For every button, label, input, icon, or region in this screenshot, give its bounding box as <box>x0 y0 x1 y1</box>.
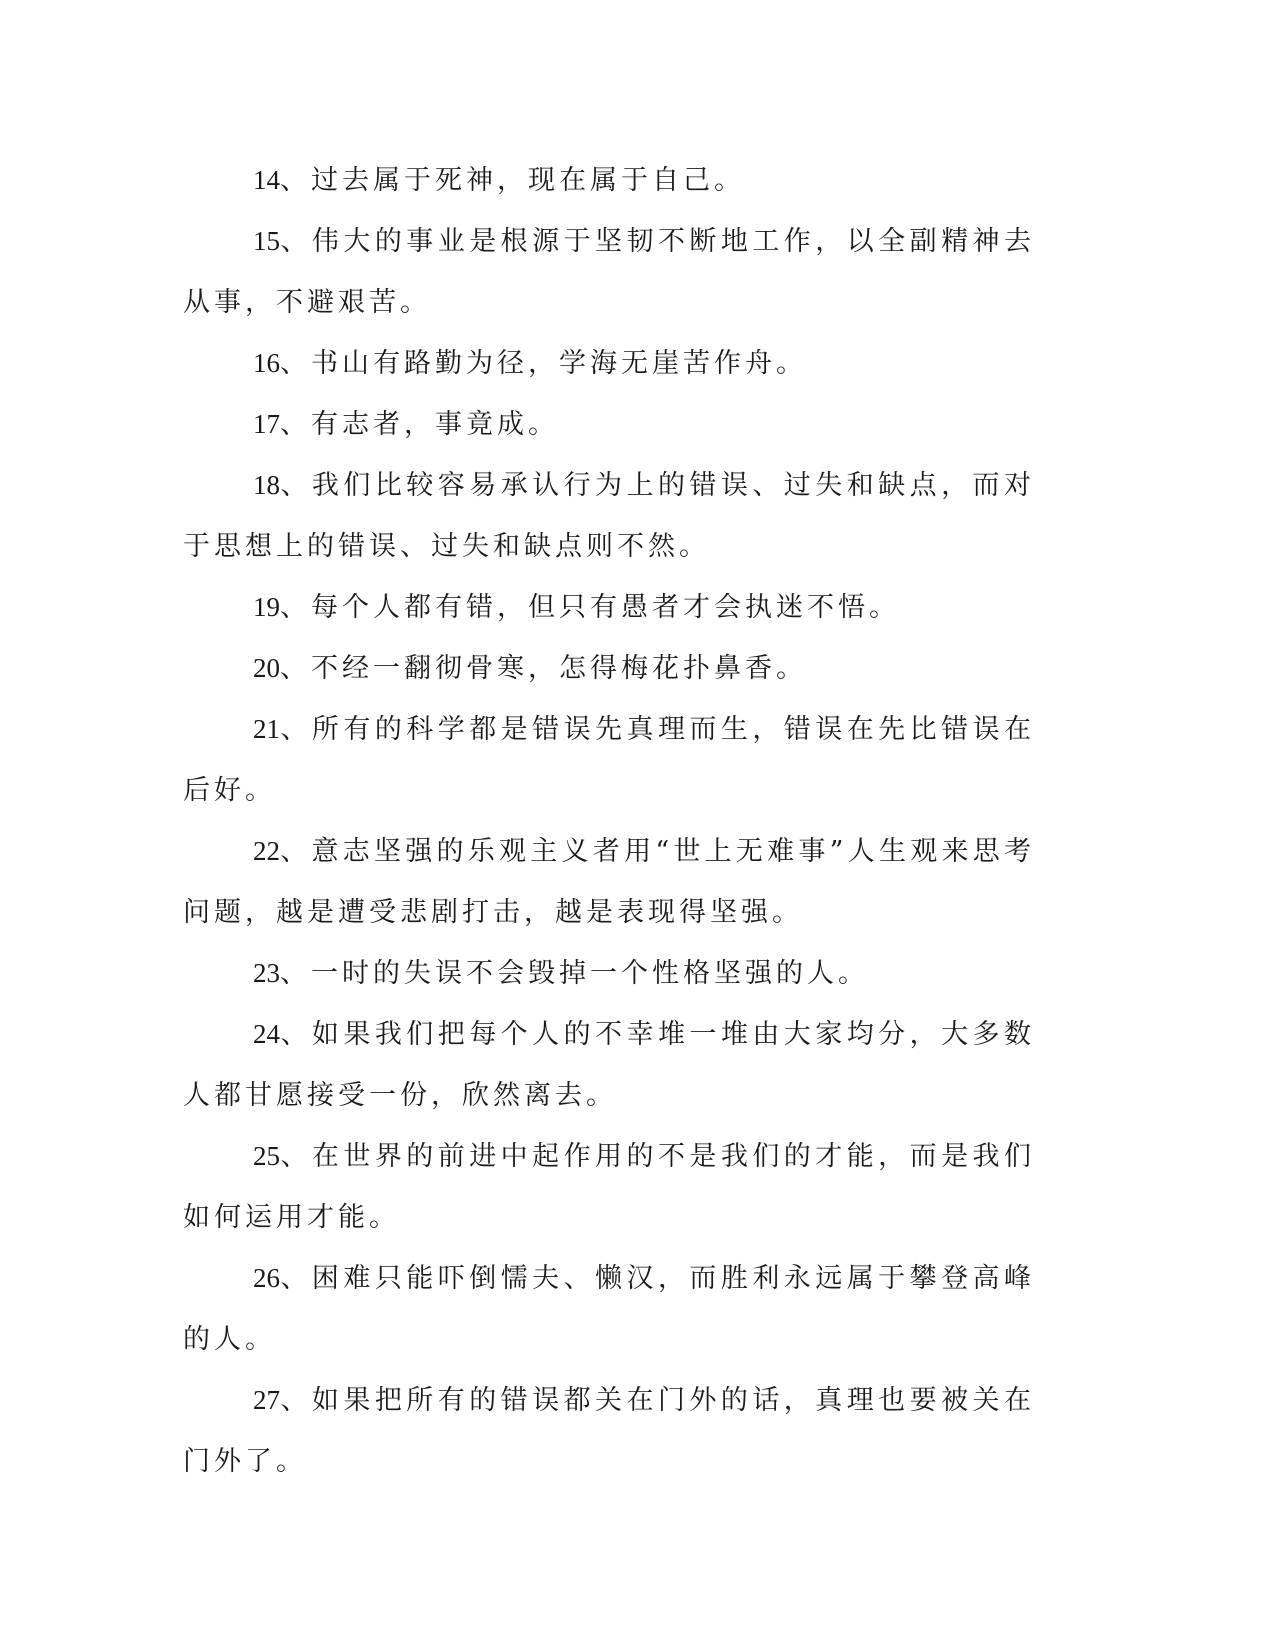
paragraph-number: 19 <box>253 592 280 622</box>
paragraph-text: 、意志坚强的乐观主义者用“世上无难事”人生观来思考问题，越是遭受悲剧打击，越是表现得坚强。 <box>183 836 1035 928</box>
paragraph-text: 、每个人都有错，但只有愚者才会执迷不悟。 <box>280 592 900 623</box>
paragraph-text: 、一时的失误不会毁掉一个性格坚强的人。 <box>280 958 869 989</box>
paragraph-text: 、过去属于死神，现在属于自己。 <box>280 165 745 196</box>
paragraph-16 <box>183 333 1035 394</box>
paragraph-text: 、有志者，事竟成。 <box>280 409 559 440</box>
paragraph-text: 、所有的科学都是错误先真理而生，错误在先比错误在后好。 <box>183 714 1035 806</box>
paragraph-14 <box>183 150 1035 211</box>
paragraph-text: 、如果把所有的错误都关在门外的话，真理也要被关在门外了。 <box>183 1385 1035 1477</box>
paragraph-text: 、在世界的前进中起作用的不是我们的才能，而是我们如何运用才能。 <box>183 1141 1035 1233</box>
paragraph-15 <box>183 211 1035 333</box>
paragraph-text: 、书山有路勤为径，学海无崖苦作舟。 <box>280 348 807 379</box>
paragraph-20 <box>183 638 1035 699</box>
paragraph-text: 、我们比较容易承认行为上的错误、过失和缺点，而对于思想上的错误、过失和缺点则不然。 <box>183 470 1035 562</box>
paragraph-number: 26 <box>253 1263 280 1293</box>
paragraph-25 <box>183 1126 1035 1248</box>
paragraph-23 <box>183 943 1035 1004</box>
paragraph-18 <box>183 455 1035 577</box>
paragraph-number: 14 <box>253 165 280 195</box>
paragraph-text: 、不经一翻彻骨寒，怎得梅花扑鼻香。 <box>280 653 807 684</box>
paragraph-24 <box>183 1004 1035 1126</box>
paragraph-text: 、困难只能吓倒懦夫、懒汉，而胜利永远属于攀登高峰的人。 <box>183 1263 1035 1355</box>
paragraph-22 <box>183 821 1035 943</box>
paragraph-text: 、如果我们把每个人的不幸堆一堆由大家均分，大多数人都甘愿接受一份，欣然离去。 <box>183 1019 1035 1111</box>
document-body <box>183 150 1035 1492</box>
paragraph-number: 18 <box>253 470 280 500</box>
paragraph-19 <box>183 577 1035 638</box>
paragraph-number: 25 <box>253 1141 280 1171</box>
paragraph-text: 、伟大的事业是根源于坚韧不断地工作，以全副精神去从事，不避艰苦。 <box>183 226 1035 318</box>
paragraph-number: 16 <box>253 348 280 378</box>
paragraph-17 <box>183 394 1035 455</box>
paragraph-number: 22 <box>253 836 280 866</box>
paragraph-27 <box>183 1370 1035 1492</box>
paragraph-number: 27 <box>253 1385 280 1415</box>
paragraph-number: 21 <box>253 714 280 744</box>
paragraph-number: 17 <box>253 409 280 439</box>
paragraph-number: 23 <box>253 958 280 988</box>
paragraph-26 <box>183 1248 1035 1370</box>
paragraph-number: 15 <box>253 226 280 256</box>
paragraph-number: 24 <box>253 1019 280 1049</box>
paragraph-21 <box>183 699 1035 821</box>
paragraph-number: 20 <box>253 653 280 683</box>
